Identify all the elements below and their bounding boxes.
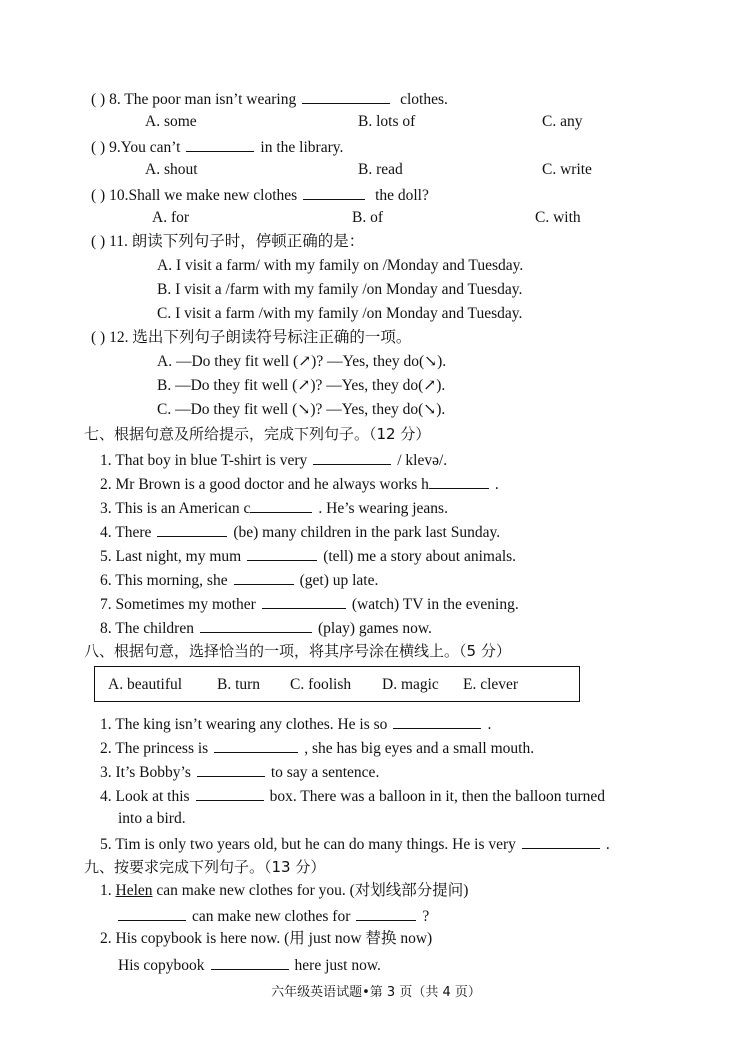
question-12 (91, 328, 411, 348)
answer-paren: ( ) (91, 91, 106, 108)
s7-item-5: 5. Last night, my mum (tell) me a story about animals. (100, 545, 516, 567)
s8-item-1: 1. The king isn’t wearing any clothes. He is so . (100, 713, 491, 735)
option-c: C. —Do they fit well (↘)? —Yes, they do(↘). (157, 401, 446, 418)
answer-blank[interactable] (118, 905, 186, 921)
answer-blank[interactable] (214, 737, 298, 753)
question-10 (91, 184, 429, 206)
option-a: A. —Do they fit well (↗)? —Yes, they do(↘). (157, 353, 447, 370)
option-c: C. any (542, 113, 583, 130)
option-a: A. I visit a farm/ with my family on /Monday and Tuesday. (157, 257, 524, 274)
s8-item-3: 3. It’s Bobby’s to say a sentence. (100, 761, 379, 783)
s9-item-1: 1. Helen can make new clothes for you. (对划线部分提问) (100, 882, 469, 899)
s7-item-4: 4. There (be) many children in the park last Sunday. (100, 521, 500, 543)
option-a: A. some (145, 113, 197, 130)
s7-item-2: 2. Mr Brown is a good doctor and he always works h . (100, 473, 499, 495)
answer-paren: ( ) (91, 329, 106, 346)
section-7-heading: 七、根据句意及所给提示，完成下列句子。（12 分） (84, 425, 431, 443)
section-9-heading: 九、按要求完成下列句子。（13 分） (84, 858, 326, 876)
answer-blank[interactable] (250, 497, 312, 513)
s9-item-1-answer: can make new clothes for ? (118, 905, 429, 927)
option-b: B. —Do they fit well (↗)? —Yes, they do(↗). (157, 377, 446, 394)
question-11 (91, 232, 364, 252)
option-b: B. lots of (358, 113, 416, 130)
answer-blank[interactable] (356, 905, 416, 921)
question-stem-end: in the library. (260, 139, 344, 156)
question-stem: 12. 选出下列句子朗读符号标注正确的一项。 (109, 329, 412, 346)
s9-item-2: 2. His copybook is here now. (用 just now 替换 now) (100, 930, 433, 947)
answer-paren: ( ) (91, 233, 106, 250)
answer-blank[interactable] (429, 473, 489, 489)
option-b: B. of (352, 209, 383, 226)
option-c: C. write (542, 161, 592, 178)
answer-blank[interactable] (196, 785, 264, 801)
s7-item-6: 6. This morning, she (get) up late. (100, 569, 378, 591)
question-stem: 9.You can’t (109, 139, 181, 156)
s8-item-4: 4. Look at this box. There was a balloon in it, then the balloon turned (100, 785, 605, 807)
question-stem: 8. The poor man isn’t wearing (109, 91, 297, 108)
s7-item-1: 1. That boy in blue T-shirt is very / klevə/. (100, 449, 447, 471)
answer-blank[interactable] (200, 617, 312, 633)
option-a: A. for (152, 209, 190, 226)
answer-blank[interactable] (157, 521, 227, 537)
answer-blank[interactable] (234, 569, 294, 585)
answer-blank[interactable] (313, 449, 391, 465)
underlined-word: Helen (115, 882, 153, 899)
answer-blank[interactable] (393, 713, 481, 729)
answer-blank[interactable] (303, 184, 365, 200)
question-8 (91, 88, 448, 110)
question-9 (91, 136, 343, 158)
question-stem: 11. 朗读下列句子时，停顿正确的是： (109, 233, 365, 250)
page-footer: 六年级英语试题•第 3 页（共 4 页） (271, 985, 481, 1000)
answer-paren: ( ) (91, 187, 106, 204)
s9-item-2-answer: His copybook here just now. (118, 954, 381, 976)
answer-blank[interactable] (522, 833, 600, 849)
s7-item-3: 3. This is an American c . He’s wearing jeans. (100, 497, 448, 519)
word-option-e: E. clever (463, 676, 519, 693)
section-8-heading: 八、根据句意，选择恰当的一项，将其序号涂在横线上。（5 分） (84, 642, 511, 660)
answer-paren: ( ) (91, 139, 106, 156)
answer-blank[interactable] (211, 954, 289, 970)
answer-blank[interactable] (197, 761, 265, 777)
answer-blank[interactable] (186, 136, 254, 152)
option-c: C. with (535, 209, 581, 226)
word-option-c: C. foolish (290, 676, 352, 693)
s8-item-2: 2. The princess is , she has big eyes and a small mouth. (100, 737, 534, 759)
question-stem-end: clothes. (400, 91, 448, 108)
question-stem-end: the doll? (375, 187, 429, 204)
word-option-a: A. beautiful (108, 676, 183, 693)
word-option-d: D. magic (382, 676, 439, 693)
option-b: B. read (358, 161, 403, 178)
s7-item-8: 8. The children (play) games now. (100, 617, 432, 639)
answer-blank[interactable] (247, 545, 317, 561)
s7-item-7: 7. Sometimes my mother (watch) TV in the evening. (100, 593, 519, 615)
option-a: A. shout (145, 161, 198, 178)
s8-item-5: 5. Tim is only two years old, but he can do many things. He is very . (100, 833, 610, 855)
word-option-b: B. turn (217, 676, 261, 693)
s8-item-4-continued: into a bird. (118, 810, 186, 827)
option-c: C. I visit a farm /with my family /on Monday and Tuesday. (157, 305, 523, 322)
answer-blank[interactable] (302, 88, 390, 104)
question-stem: 10.Shall we make new clothes (109, 187, 298, 204)
option-b: B. I visit a /farm with my family /on Monday and Tuesday. (157, 281, 523, 298)
answer-blank[interactable] (262, 593, 346, 609)
